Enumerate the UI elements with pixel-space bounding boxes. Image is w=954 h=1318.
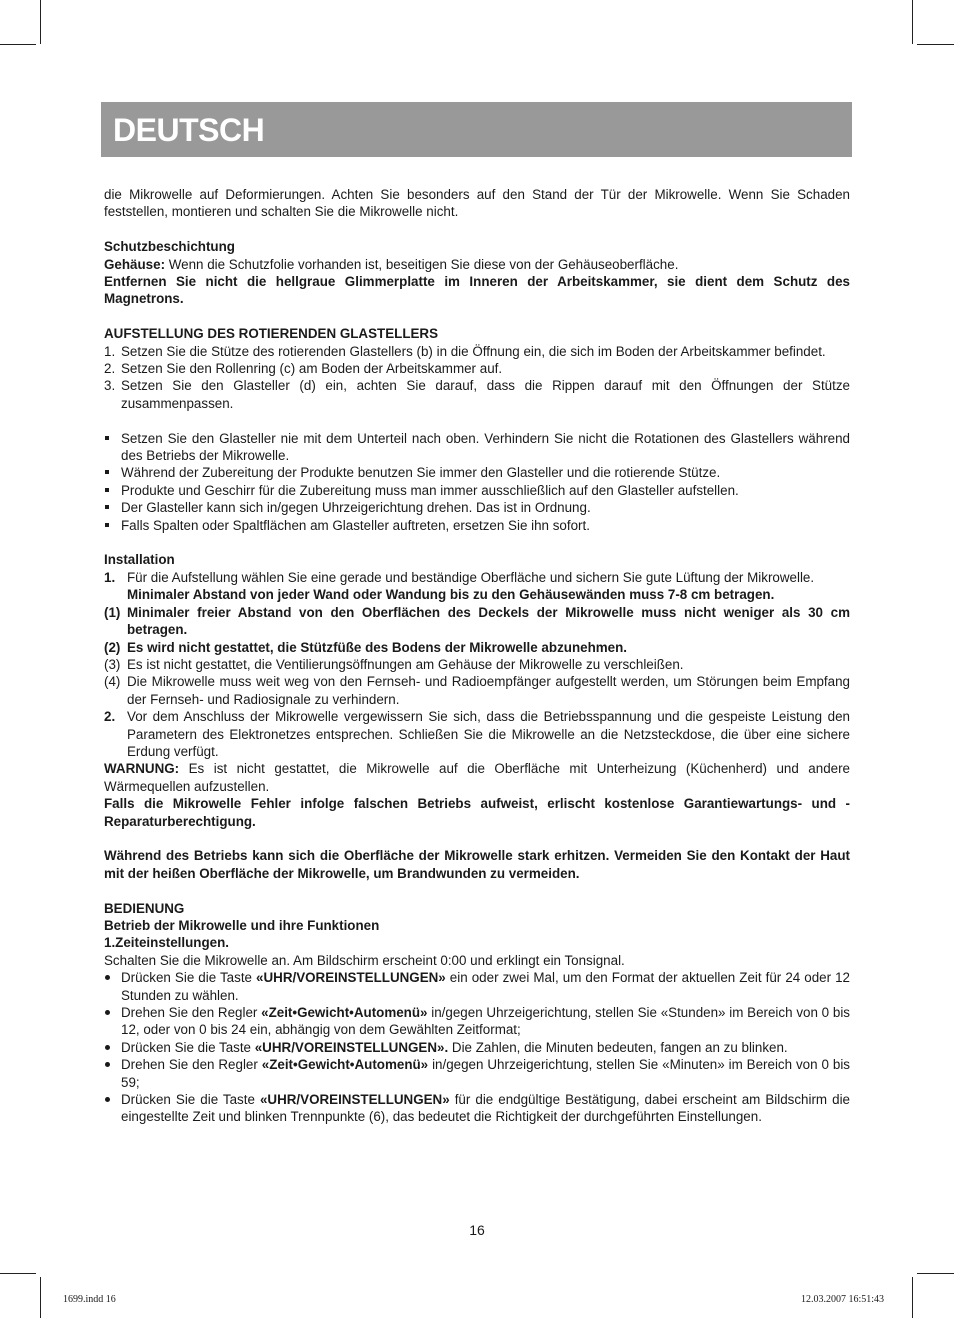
bedienung-heading: BEDIENUNG: [104, 900, 185, 916]
page-title: DEUTSCH: [113, 112, 265, 148]
list-item: (2) Es wird nicht gestattet, die Stützfüße des Bodens der Mikrowelle abzunehmen.: [104, 639, 627, 655]
crop-mark: [912, 0, 913, 44]
crop-mark: [912, 1277, 913, 1318]
list-item: Der Glasteller kann sich in/gegen Uhrzeigerichtung drehen. Das ist in Ordnung.: [104, 499, 850, 516]
list-item: Produkte und Geschirr für die Zubereitung muss man immer ausschließlich auf den Glasteller aufstellen.: [104, 482, 850, 499]
time-settings-heading: 1.Zeiteinstellungen.: [104, 935, 230, 951]
schutz-heading: Schutzbeschichtung: [104, 239, 235, 255]
crop-mark: [0, 1273, 36, 1274]
footer-file: 1699.indd 16: [63, 1294, 116, 1305]
footer-timestamp: 12.03.2007 16:51:43: [800, 1294, 884, 1305]
language-header: [101, 102, 852, 157]
list-item: Drücken Sie die Taste «UHR/VOREINSTELLUNGEN» ein oder zwei Mal, um den Format der aktuellen Zeit für 24 oder 12 Stunden zu wählen.: [104, 969, 850, 1004]
list-item: 1. Für die Aufstellung wählen Sie eine gerade und beständige Oberfläche und sichern Sie gute Lüftung der Mikrowelle.: [104, 569, 815, 585]
gehause-text: Wenn die Schutzfolie vorhanden ist, beseitigen Sie diese von der Gehäuseoberfläche.: [165, 256, 679, 272]
list-item: (3) Es ist nicht gestattet, die Ventilierungsöffnungen am Gehäuse der Mikrowelle zu verschleißen.: [104, 656, 684, 672]
page-content: [104, 186, 850, 1126]
list-item: Drehen Sie den Regler «Zeit•Gewicht•Automenü» in/gegen Uhrzeigerichtung, stellen Sie «Minuten» im Bereich von 0 bis 59;: [104, 1056, 850, 1091]
list-item: 2. Vor dem Anschluss der Mikrowelle vergewissern Sie sich, dass die Betriebsspannung und die gespeiste Leistung den Parametern des Elektronetzes entsprechen. Schließen Sie die Mikrowelle an die Netzsteckdose, die über eine sichere Erdung verfügt.: [104, 709, 850, 759]
intro-paragraph: die Mikrowelle auf Deformierungen. Achten Sie besonders auf den Stand der Tür der Mikrowelle. Wenn Sie Schaden feststellen, montieren und schalten Sie die Mikrowelle nicht.: [104, 187, 850, 220]
warning-paragraph: WARNUNG: Es ist nicht gestattet, die Mikrowelle auf die Oberfläche mit Unterheizung (Küchenherd) und andere Wärmequellen aufzustellen.: [104, 761, 850, 794]
page-number: 16: [469, 1222, 485, 1238]
list-item: Während der Zubereitung der Produkte benutzen Sie immer den Glasteller und die rotierende Stütze.: [104, 464, 850, 481]
crop-mark: [40, 0, 41, 44]
list-item: Drücken Sie die Taste «UHR/VOREINSTELLUNGEN». Die Zahlen, die Minuten bedeuten, fangen an zu blinken.: [104, 1039, 850, 1056]
list-item: (4) Die Mikrowelle muss weit weg von den Fernseh- und Radioempfänger aufgestellt werden, um Störungen beim Empfang der Fernseh- und Radiosignale zu verhindern.: [104, 674, 850, 707]
list-item: Falls Spalten oder Spaltflächen am Glasteller auftreten, ersetzen Sie ihn sofort.: [104, 517, 850, 534]
list-item: 1. Setzen Sie die Stütze des rotierenden Glastellers (b) in die Öffnung ein, die sich im Boden der Arbeitskammer befindet.: [104, 343, 826, 359]
hot-surface-notice: Während des Betriebs kann sich die Oberfläche der Mikrowelle stark erhitzen. Vermeiden Sie den Kontakt der Haut mit der heißen Oberfläche der Mikrowelle, um Brandwunden zu vermeiden.: [104, 848, 850, 881]
list-item: 2. Setzen Sie den Rollenring (c) am Boden der Arbeitskammer auf.: [104, 361, 503, 377]
installation-min-distance: Minimaler Abstand von jeder Wand oder Wandung bis zu den Gehäusewänden muss 7-8 cm betragen.: [127, 587, 775, 603]
schutz-warning: Entfernen Sie nicht die hellgraue Glimmerplatte im Inneren der Arbeitskammer, sie dient dem Schutz des Magnetrons.: [104, 274, 850, 307]
installation-heading: Installation: [104, 552, 175, 568]
list-item: Setzen Sie den Glasteller nie mit dem Unterteil nach oben. Verhindern Sie nicht die Rotationen des Glastellers während des Betriebs der Mikrowelle.: [104, 430, 850, 465]
garantie-notice: Falls die Mikrowelle Fehler infolge falschen Betriebs aufweist, erlischt kostenlose Garantiewartungs- und -Reparaturberechtigung.: [104, 796, 850, 829]
bedienung-lead: Schalten Sie die Mikrowelle an. Am Bildschirm erscheint 0:00 und erklingt ein Tonsignal.: [104, 952, 625, 968]
crop-mark: [40, 1277, 41, 1318]
list-item: 3. Setzen Sie den Glasteller (d) ein, achten Sie darauf, dass die Rippen darauf mit den Öffnungen der Stütze zusammenpassen.: [104, 378, 850, 411]
schutz-gehause: [104, 256, 850, 273]
list-item: Drehen Sie den Regler «Zeit•Gewicht•Automenü» in/gegen Uhrzeigerichtung, stellen Sie «Stunden» im Bereich von 0 bis 12, oder von 0 bis 24 ein, abhängig von dem Gewählten Zeitformat;: [104, 1004, 850, 1039]
gehause-label: Gehäuse:: [104, 256, 166, 272]
list-item: Drücken Sie die Taste «UHR/VOREINSTELLUNGEN» für die endgültige Bestätigung, dabei erscheint am Bildschirm die eingestellte Zeit und blinken Trennpunkte (6), das bedeutet die Richtigkeit der durchgeführten Einstellungen.: [104, 1091, 850, 1126]
crop-mark: [917, 1273, 954, 1274]
crop-mark: [917, 44, 954, 45]
bedienung-subheading: Betrieb der Mikrowelle und ihre Funktionen: [104, 917, 380, 933]
list-item: (1) Minimaler freier Abstand von den Oberflächen des Deckels der Mikrowelle muss nicht weniger als 30 cm betragen.: [104, 604, 850, 638]
crop-mark: [0, 44, 36, 45]
aufstellung-heading: AUFSTELLUNG DES ROTIERENDEN GLASTELLERS: [104, 326, 439, 342]
